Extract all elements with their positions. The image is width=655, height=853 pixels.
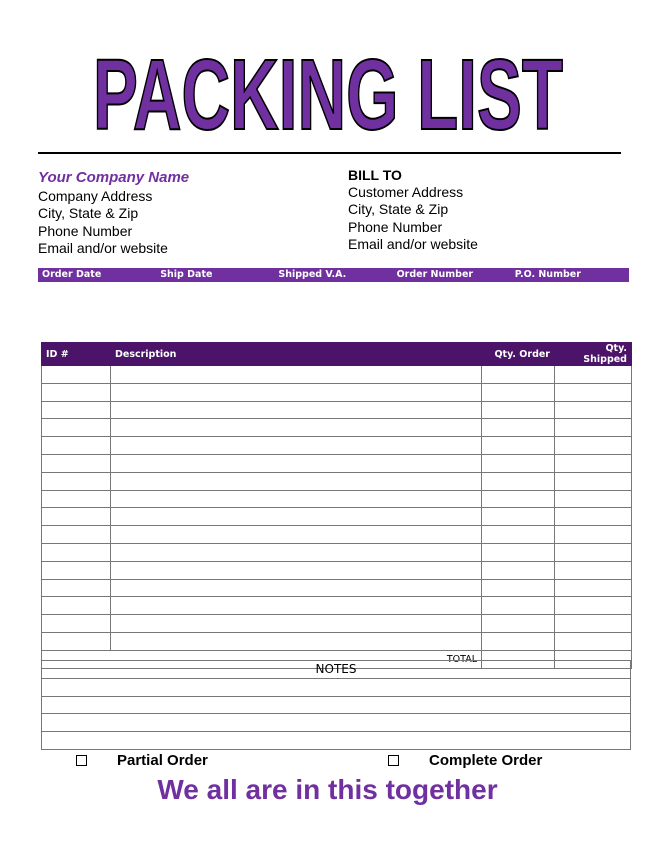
description-cell[interactable] <box>111 383 482 401</box>
qty-order-cell[interactable] <box>482 561 555 579</box>
item-row <box>42 561 632 579</box>
order-number-label: Order Number <box>396 269 474 280</box>
customer-city: City, State & Zip <box>348 201 449 218</box>
company-city: City, State & Zip <box>38 205 139 222</box>
qty-shipped-cell[interactable] <box>555 579 632 597</box>
total-label: TOTAL <box>42 650 482 668</box>
id-cell[interactable] <box>42 454 111 472</box>
qty-order-cell[interactable] <box>482 419 555 437</box>
items-header-row <box>42 343 632 366</box>
qty-shipped-cell[interactable] <box>555 597 632 615</box>
qty-shipped-cell[interactable] <box>555 401 632 419</box>
qty-shipped-cell[interactable] <box>555 543 632 561</box>
qty-shipped-cell[interactable] <box>555 615 632 633</box>
notes-heading: NOTES <box>42 661 631 679</box>
id-cell[interactable] <box>42 561 111 579</box>
order-info-bar <box>38 268 629 282</box>
item-row <box>42 419 632 437</box>
complete-order-label: Complete Order <box>429 752 543 769</box>
description-cell[interactable] <box>111 419 482 437</box>
company-block <box>38 168 338 257</box>
partial-order-label: Partial Order <box>117 752 208 769</box>
ship-date-label: Ship Date <box>160 269 213 280</box>
id-cell[interactable] <box>42 508 111 526</box>
notes-line[interactable] <box>42 696 631 714</box>
qty-shipped-cell[interactable] <box>555 526 632 544</box>
po-number-label: P.O. Number <box>514 269 581 280</box>
description-cell[interactable] <box>111 543 482 561</box>
qty-order-cell[interactable] <box>482 454 555 472</box>
id-cell[interactable] <box>42 526 111 544</box>
qty-shipped-cell[interactable] <box>555 383 632 401</box>
qty-order-cell[interactable] <box>482 597 555 615</box>
qty-order-cell[interactable] <box>482 579 555 597</box>
qty-shipped-cell[interactable] <box>555 490 632 508</box>
item-row <box>42 508 632 526</box>
id-cell[interactable] <box>42 437 111 455</box>
qty-shipped-column-header: Qty. Shipped <box>555 343 632 366</box>
qty-order-cell[interactable] <box>482 401 555 419</box>
partial-order-checkbox[interactable] <box>76 755 87 766</box>
slogan: We all are in this together <box>157 774 498 805</box>
id-cell[interactable] <box>42 615 111 633</box>
qty-shipped-cell[interactable] <box>555 437 632 455</box>
item-row <box>42 366 632 384</box>
qty-shipped-cell[interactable] <box>555 632 632 650</box>
item-row <box>42 579 632 597</box>
notes-table <box>41 660 631 750</box>
description-cell[interactable] <box>111 472 482 490</box>
qty-order-cell[interactable] <box>482 615 555 633</box>
description-cell[interactable] <box>111 401 482 419</box>
id-cell[interactable] <box>42 383 111 401</box>
id-cell[interactable] <box>42 632 111 650</box>
description-column-header: Description <box>111 343 482 366</box>
qty-shipped-cell[interactable] <box>555 561 632 579</box>
company-address: Company Address <box>38 188 153 204</box>
title-text: PACKING LIST <box>93 39 563 151</box>
description-cell[interactable] <box>111 632 482 650</box>
description-cell[interactable] <box>111 437 482 455</box>
items-table <box>41 342 632 669</box>
qty-shipped-cell[interactable] <box>555 366 632 384</box>
id-cell[interactable] <box>42 366 111 384</box>
qty-order-column-header: Qty. Order <box>482 343 555 366</box>
qty-shipped-cell[interactable] <box>555 419 632 437</box>
company-name: Your Company Name <box>38 169 190 186</box>
complete-order-checkbox[interactable] <box>388 755 399 766</box>
id-cell[interactable] <box>42 597 111 615</box>
complete-order-option[interactable] <box>388 752 542 769</box>
description-cell[interactable] <box>111 508 482 526</box>
item-row <box>42 401 632 419</box>
id-cell[interactable] <box>42 579 111 597</box>
qty-order-cell[interactable] <box>482 526 555 544</box>
customer-address: Customer Address <box>348 184 464 200</box>
item-row <box>42 615 632 633</box>
description-cell[interactable] <box>111 597 482 615</box>
id-cell[interactable] <box>42 490 111 508</box>
qty-order-cell[interactable] <box>482 508 555 526</box>
document-title <box>0 22 655 157</box>
item-row <box>42 490 632 508</box>
customer-phone: Phone Number <box>348 218 443 235</box>
qty-order-cell[interactable] <box>482 632 555 650</box>
id-cell[interactable] <box>42 401 111 419</box>
notes-line[interactable] <box>42 714 631 732</box>
item-row <box>42 632 632 650</box>
id-column-header: ID # <box>42 343 111 366</box>
bill-to-heading: BILL TO <box>348 167 402 183</box>
bill-to-block <box>348 166 628 254</box>
order-date-label: Order Date <box>42 269 102 280</box>
description-cell[interactable] <box>111 579 482 597</box>
item-row <box>42 472 632 490</box>
item-row <box>42 597 632 615</box>
description-cell[interactable] <box>111 561 482 579</box>
id-cell[interactable] <box>42 472 111 490</box>
qty-shipped-cell[interactable] <box>555 454 632 472</box>
qty-shipped-cell[interactable] <box>555 508 632 526</box>
item-row <box>42 543 632 561</box>
qty-order-cell[interactable] <box>482 383 555 401</box>
item-row <box>42 437 632 455</box>
item-row <box>42 454 632 472</box>
company-email: Email and/or website <box>38 239 168 256</box>
qty-order-cell[interactable] <box>482 437 555 455</box>
notes-line[interactable] <box>42 678 631 696</box>
customer-email: Email and/or website <box>348 236 478 253</box>
company-phone: Phone Number <box>38 222 133 239</box>
qty-order-cell[interactable] <box>482 543 555 561</box>
title-divider <box>38 152 621 154</box>
partial-order-option[interactable] <box>76 752 208 769</box>
id-cell[interactable] <box>42 543 111 561</box>
shipped-via-label: Shipped V.A. <box>278 269 347 280</box>
description-cell[interactable] <box>111 366 482 384</box>
description-cell[interactable] <box>111 454 482 472</box>
qty-order-cell[interactable] <box>482 472 555 490</box>
qty-order-cell[interactable] <box>482 490 555 508</box>
description-cell[interactable] <box>111 526 482 544</box>
item-row <box>42 383 632 401</box>
id-cell[interactable] <box>42 419 111 437</box>
qty-shipped-cell[interactable] <box>555 472 632 490</box>
description-cell[interactable] <box>111 615 482 633</box>
notes-line[interactable] <box>42 732 631 750</box>
qty-order-cell[interactable] <box>482 366 555 384</box>
description-cell[interactable] <box>111 490 482 508</box>
item-row <box>42 526 632 544</box>
